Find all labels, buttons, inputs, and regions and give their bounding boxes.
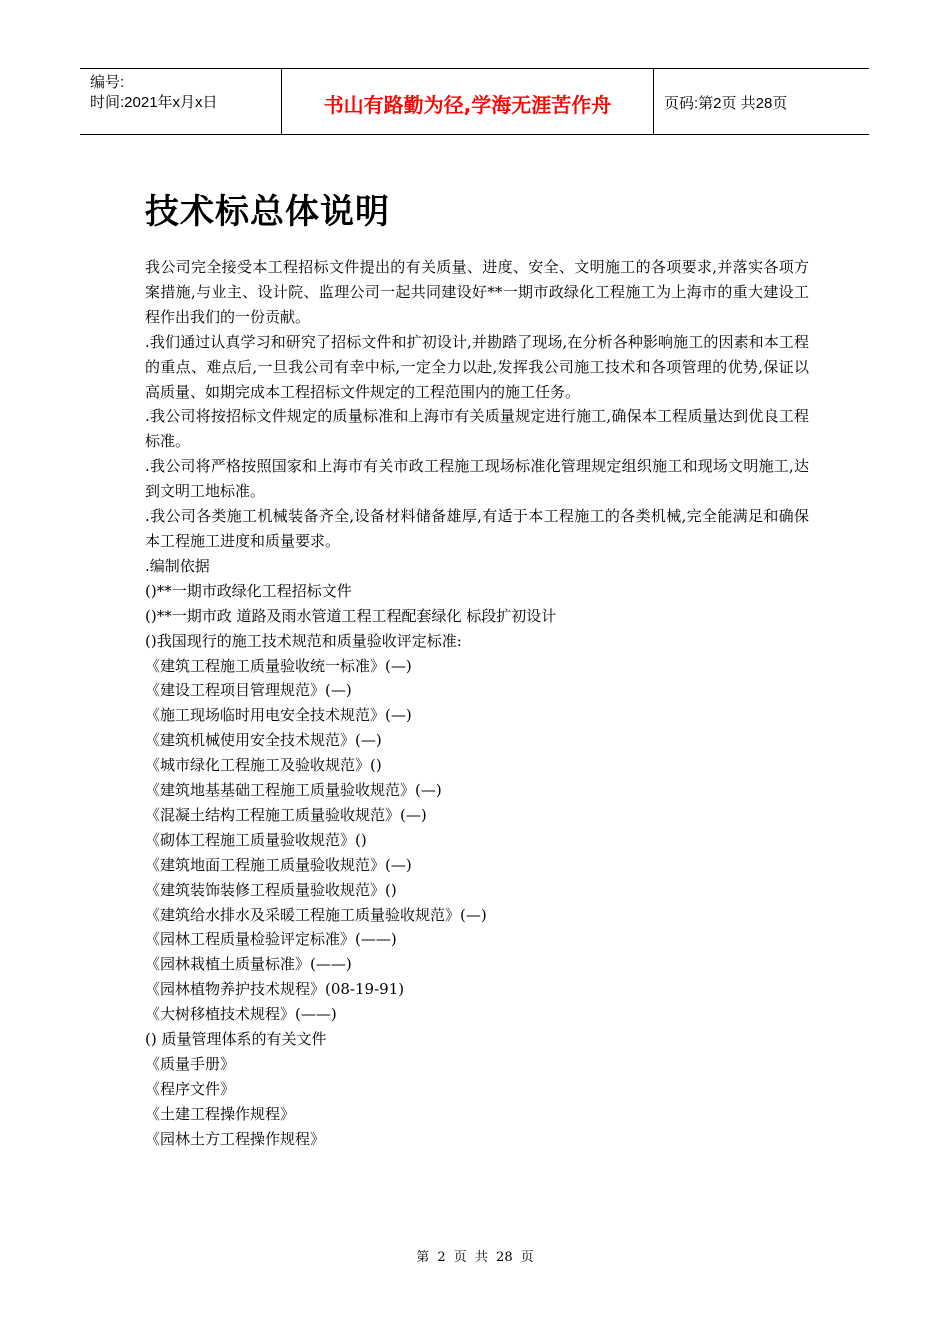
basis-item: ()**一期市政 道路及雨水管道工程工程配套绿化 标段扩初设计: [145, 606, 557, 625]
page-header: [80, 68, 869, 135]
basis-item: ()**一期市政绿化工程招标文件: [145, 581, 352, 600]
body-paragraph: 我公司完全接受本工程招标文件提出的有关质量、进度、安全、文明施工的各项要求,并落实各项方案措施,与业主、设计院、监理公司一起共同建设好**一期市政绿化工程施工为上海市的重大建设工程作出我们的一份贡献。: [145, 258, 809, 326]
basis-item: ()我国现行的施工技术规范和质量验收评定标准:: [145, 631, 462, 650]
standard-item: 《城市绿化工程施工及验收规范》(): [145, 756, 382, 775]
document-number-label: 编号:: [90, 74, 125, 91]
page-footer: 第 2 页 共 28 页: [416, 1250, 534, 1265]
body-paragraph: .我们通过认真学习和研究了招标文件和扩初设计,并勘踏了现场,在分析各种影响施工的因素和本工程的重点、难点后,一旦我公司有幸中标,一定全力以赴,发挥我公司施工技术和各项管理的优势,保证以高质量、如期完成本工程招标文件规定的工程范围内的施工任务。: [145, 332, 809, 401]
standard-item: 《施工现场临时用电安全技术规范》(—): [145, 706, 412, 725]
document-time-label: 时间:2021年x月x日: [90, 94, 218, 111]
header-page-info: 页码:第2页 共28页: [664, 95, 788, 112]
standard-item: 《建筑工程施工质量验收统一标准》(—): [145, 656, 412, 675]
document-title: 技术标总体说明: [145, 192, 390, 232]
standard-item: 《建设工程项目管理规范》(—): [145, 681, 352, 700]
standard-item: 《建筑地基基础工程施工质量验收规范》(—): [145, 781, 442, 800]
standard-item: 《园林植物养护技术规程》(08-19-91): [145, 980, 405, 999]
header-meta-cell: [80, 69, 282, 134]
standard-item: 《园林栽植土质量标准》(——): [145, 955, 352, 974]
section-heading-basis: .编制依据: [145, 556, 210, 575]
standard-item: 《建筑给水排水及采暖工程施工质量验收规范》(—): [145, 905, 487, 924]
document-body: [145, 255, 809, 1152]
body-paragraph: .我公司将按招标文件规定的质量标准和上海市有关质量规定进行施工,确保本工程质量达到优良工程标准。: [145, 407, 809, 451]
body-paragraph: .我公司各类施工机械装备齐全,设备材料储备雄厚,有适于本工程施工的各类机械,完全能满足和确保本工程施工进度和质量要求。: [145, 507, 809, 550]
quality-doc-item: 《质量手册》: [145, 1055, 236, 1073]
basis-item: () 质量管理体系的有关文件: [145, 1030, 327, 1049]
standard-item: 《砌体工程施工质量验收规范》(): [145, 830, 367, 849]
quality-doc-item: 《土建工程操作规程》: [145, 1104, 296, 1123]
standard-item: 《混凝土结构工程施工质量验收规范》(—): [145, 805, 427, 824]
body-paragraph: .我公司将严格按照国家和上海市有关市政工程施工现场标准化管理规定组织施工和现场文明施工,达到文明工地标准。: [145, 457, 809, 501]
quality-doc-item: 《程序文件》: [145, 1079, 236, 1098]
standard-item: 《园林工程质量检验评定标准》(——): [145, 930, 397, 949]
standard-item: 《建筑装饰装修工程质量验收规范》(): [145, 880, 397, 899]
standard-item: 《建筑地面工程施工质量验收规范》(—): [145, 855, 412, 874]
quality-doc-item: 《园林土方工程操作规程》: [145, 1129, 326, 1148]
standard-item: 《建筑机械使用安全技术规范》(—): [145, 731, 382, 750]
standard-item: 《大树移植技术规程》(——): [145, 1005, 337, 1024]
header-motto: 书山有路勤为径,学海无涯苦作舟: [282, 69, 654, 134]
